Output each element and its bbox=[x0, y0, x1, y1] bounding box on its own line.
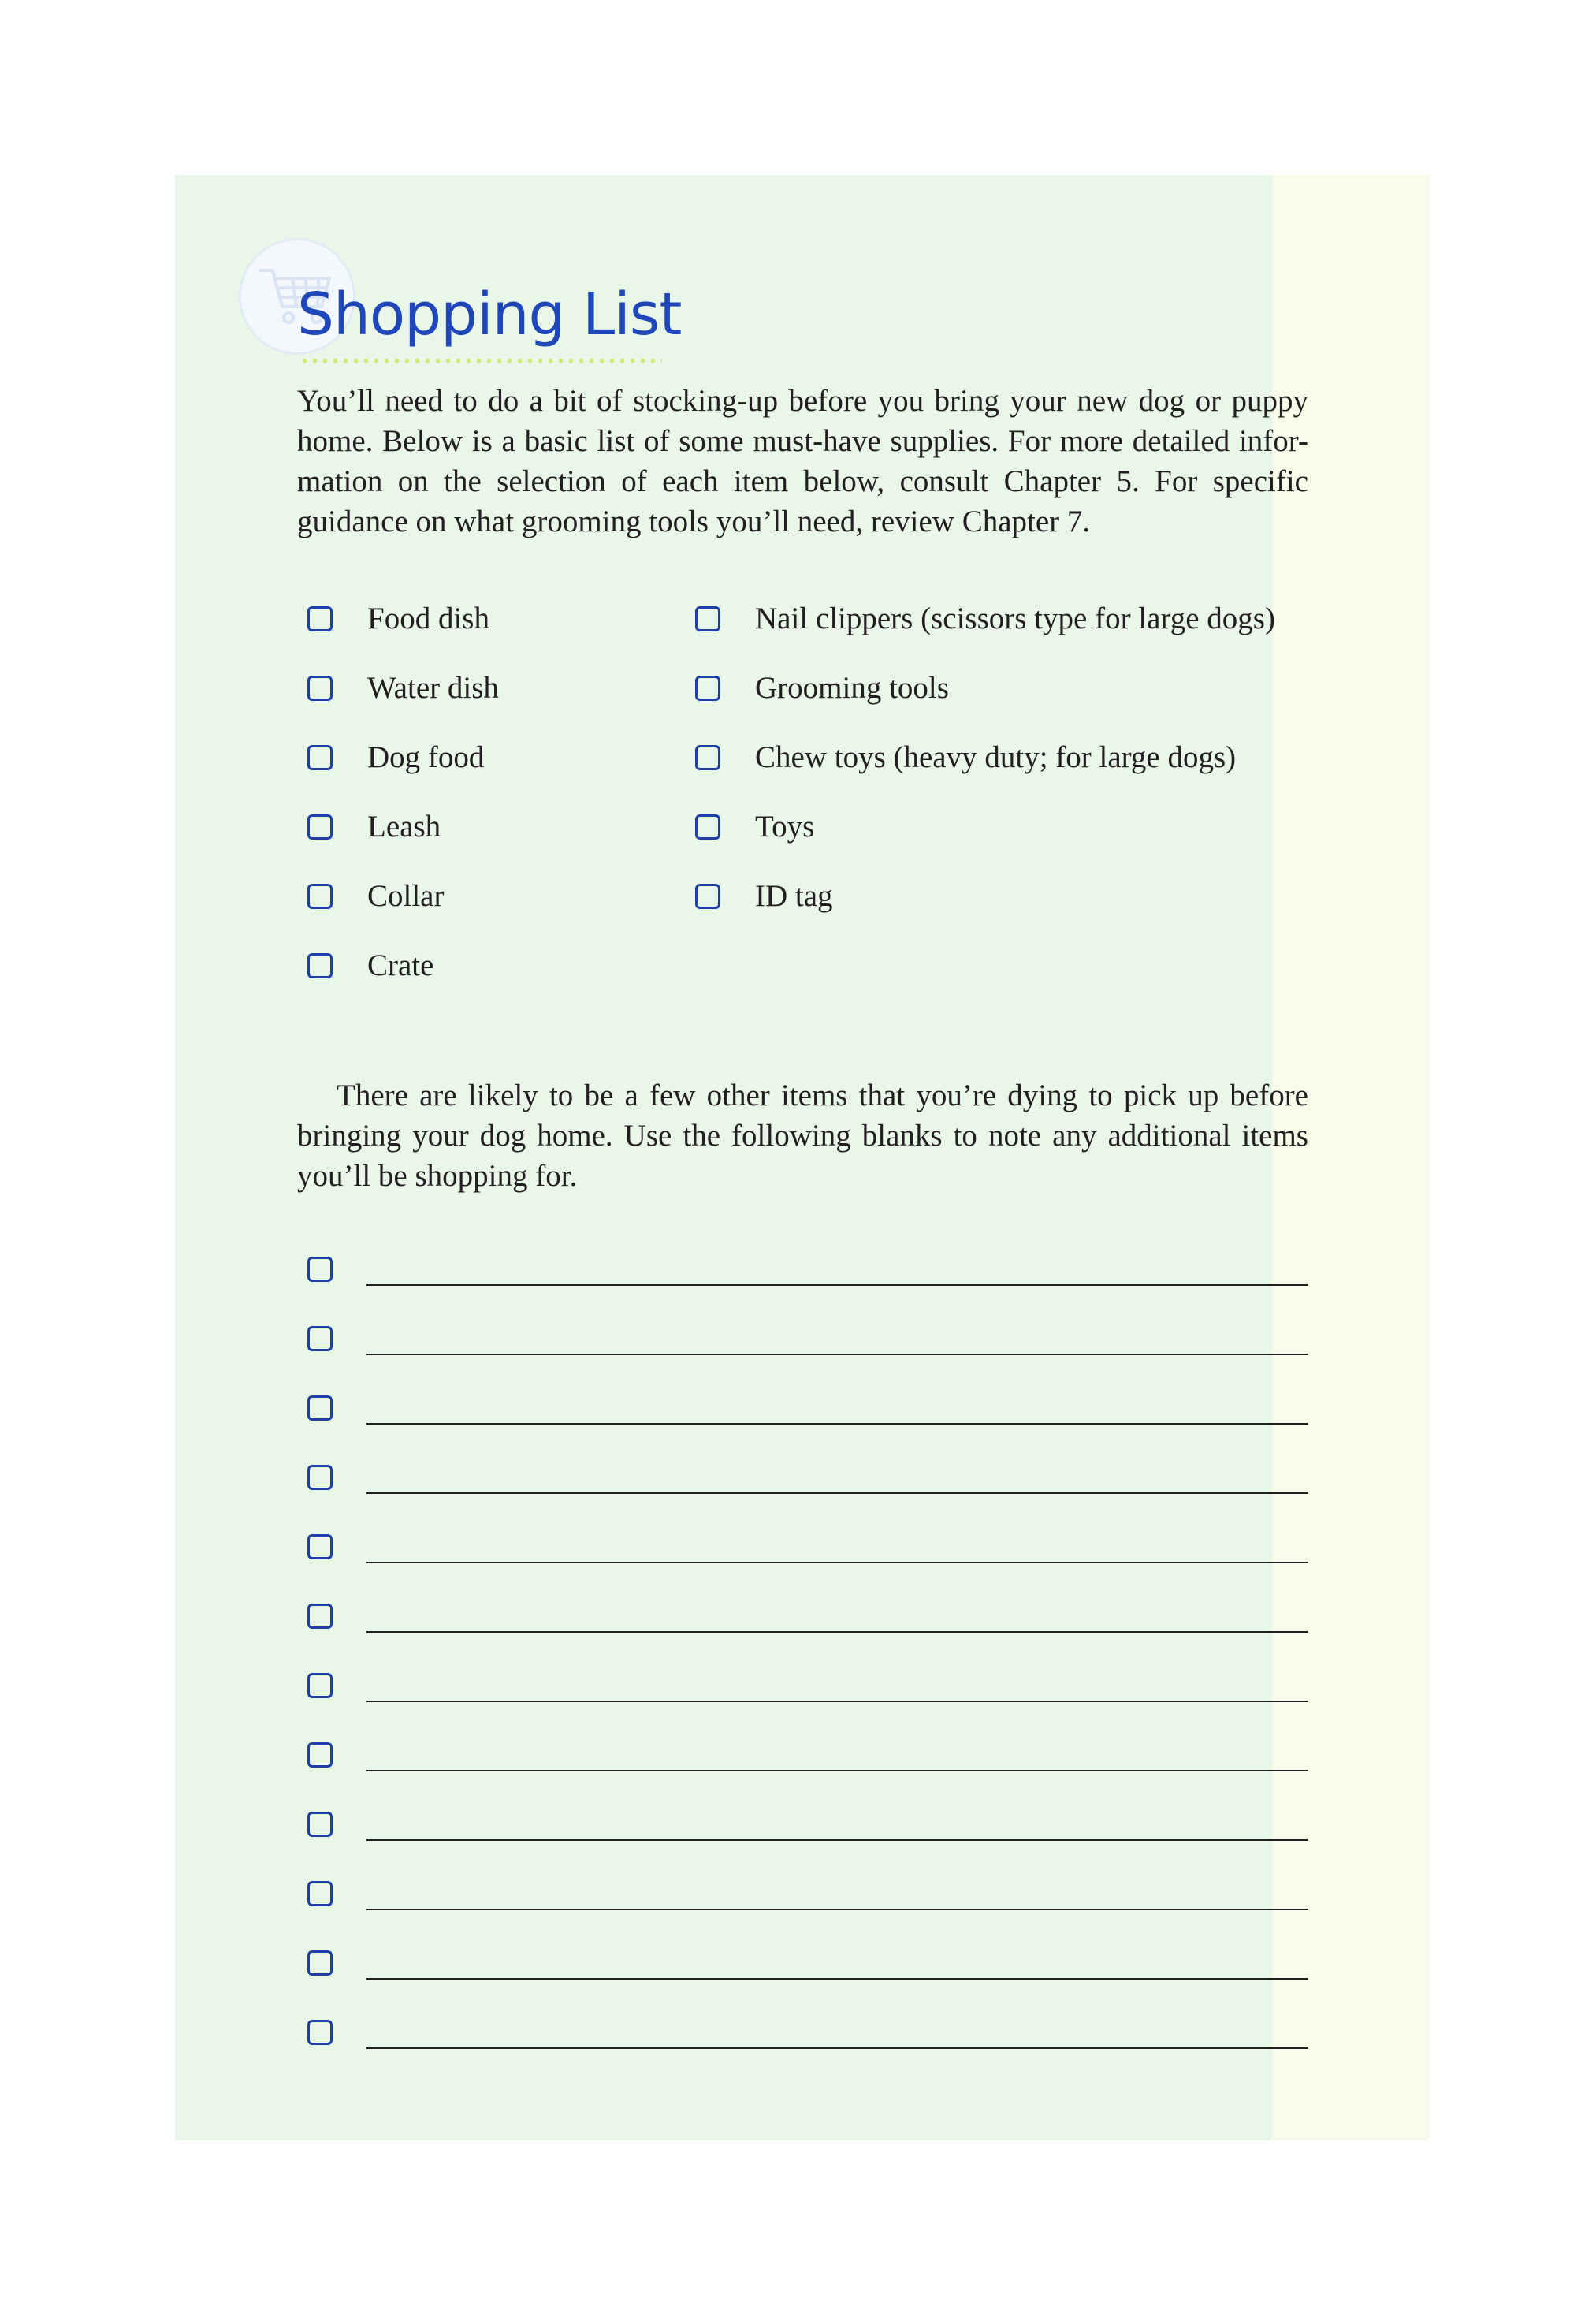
checklist-item-collar bbox=[307, 877, 444, 916]
page-title: Shopping List bbox=[297, 281, 682, 348]
checkbox[interactable] bbox=[307, 745, 333, 770]
blank-item-row bbox=[307, 1666, 1308, 1705]
checkbox[interactable] bbox=[307, 1673, 333, 1698]
checkbox[interactable] bbox=[307, 884, 333, 909]
checklist-item-food-dish bbox=[307, 599, 489, 639]
blank-write-in-line[interactable] bbox=[366, 1770, 1308, 1771]
checklist-item-label: Food dish bbox=[367, 602, 489, 635]
checkbox[interactable] bbox=[695, 606, 720, 631]
checkbox[interactable] bbox=[307, 606, 333, 631]
checklist-item-label: Grooming tools bbox=[755, 671, 949, 705]
checklist-item-id-tag bbox=[695, 877, 833, 916]
checklist-item-chew-toys bbox=[695, 738, 1236, 777]
checkbox[interactable] bbox=[307, 1950, 333, 1976]
blank-write-in-line[interactable] bbox=[366, 1354, 1308, 1355]
blank-write-in-line[interactable] bbox=[366, 2047, 1308, 2049]
checkbox[interactable] bbox=[307, 814, 333, 840]
intro-paragraph: You’ll need to do a bit of stocking-up before you bring your new dog or puppy home. Below is a basic list of some must-have supplies. For more detailed infor-mation on the selection of each item below, consult Chapter 5. For specific guidance on what grooming tools you’ll need, review Chapter 7. bbox=[297, 384, 1308, 538]
blank-write-in-line[interactable] bbox=[366, 1978, 1308, 1980]
title-dotted-underline bbox=[299, 359, 662, 363]
blank-item-row bbox=[307, 1874, 1308, 1913]
blank-item-row bbox=[307, 1735, 1308, 1775]
checklist-item-label: Collar bbox=[367, 879, 445, 913]
checkbox[interactable] bbox=[307, 676, 333, 701]
blank-item-row bbox=[307, 1319, 1308, 1358]
checkbox[interactable] bbox=[695, 884, 720, 909]
blank-item-row bbox=[307, 1943, 1308, 1983]
checkbox[interactable] bbox=[307, 1395, 333, 1421]
checklist-item-label: Toys bbox=[755, 810, 815, 844]
blank-write-in-line[interactable] bbox=[366, 1562, 1308, 1563]
blank-write-in-line[interactable] bbox=[366, 1423, 1308, 1425]
checklist-item-label: Water dish bbox=[367, 671, 499, 705]
checklist-item-label: Chew toys (heavy duty; for large dogs) bbox=[755, 740, 1237, 774]
blank-write-in-line[interactable] bbox=[366, 1839, 1308, 1841]
checklist-item-label: Dog food bbox=[367, 740, 485, 774]
checkbox[interactable] bbox=[695, 814, 720, 840]
checklist-item-label: ID tag bbox=[755, 879, 833, 913]
blank-item-row bbox=[307, 1458, 1308, 1497]
checkbox[interactable] bbox=[307, 1257, 333, 1282]
blank-write-in-line[interactable] bbox=[366, 1492, 1308, 1494]
blank-item-row bbox=[307, 1527, 1308, 1567]
checklist-item-label: Crate bbox=[367, 948, 434, 982]
checklist-item-crate bbox=[307, 946, 433, 985]
blank-item-row bbox=[307, 1805, 1308, 1844]
checkbox[interactable] bbox=[307, 1534, 333, 1559]
additional-items-paragraph: There are likely to be a few other items that you’re dying to pick up before bringing your dog home. Use the following blanks to note any additional items you’ll be shopping for. bbox=[297, 1078, 1308, 1193]
blank-item-row bbox=[307, 2013, 1308, 2052]
checklist-item-nail-clippers bbox=[695, 599, 1275, 639]
checklist-item-water-dish bbox=[307, 669, 499, 708]
checkbox[interactable] bbox=[307, 2020, 333, 2045]
checkbox[interactable] bbox=[695, 676, 720, 701]
checkbox[interactable] bbox=[307, 1326, 333, 1351]
blank-write-in-line[interactable] bbox=[366, 1909, 1308, 1910]
checkbox[interactable] bbox=[307, 1465, 333, 1490]
blank-write-in-line[interactable] bbox=[366, 1284, 1308, 1286]
checklist-item-label: Leash bbox=[367, 810, 441, 844]
checkbox[interactable] bbox=[307, 1881, 333, 1906]
checkbox[interactable] bbox=[307, 1742, 333, 1768]
blank-item-row bbox=[307, 1596, 1308, 1636]
blank-item-row bbox=[307, 1250, 1308, 1289]
checklist-item-dog-food bbox=[307, 738, 484, 777]
checkbox[interactable] bbox=[307, 1812, 333, 1837]
checkbox[interactable] bbox=[307, 953, 333, 978]
blank-write-in-line[interactable] bbox=[366, 1701, 1308, 1702]
blank-write-in-line[interactable] bbox=[366, 1631, 1308, 1633]
checklist-item-leash bbox=[307, 807, 441, 847]
checklist-item-label: Nail clippers (scissors type for large dogs) bbox=[755, 602, 1275, 635]
blank-item-row bbox=[307, 1388, 1308, 1428]
checkbox[interactable] bbox=[307, 1604, 333, 1629]
checkbox[interactable] bbox=[695, 745, 720, 770]
checklist-item-grooming-tools bbox=[695, 669, 949, 708]
checklist-item-toys bbox=[695, 807, 814, 847]
